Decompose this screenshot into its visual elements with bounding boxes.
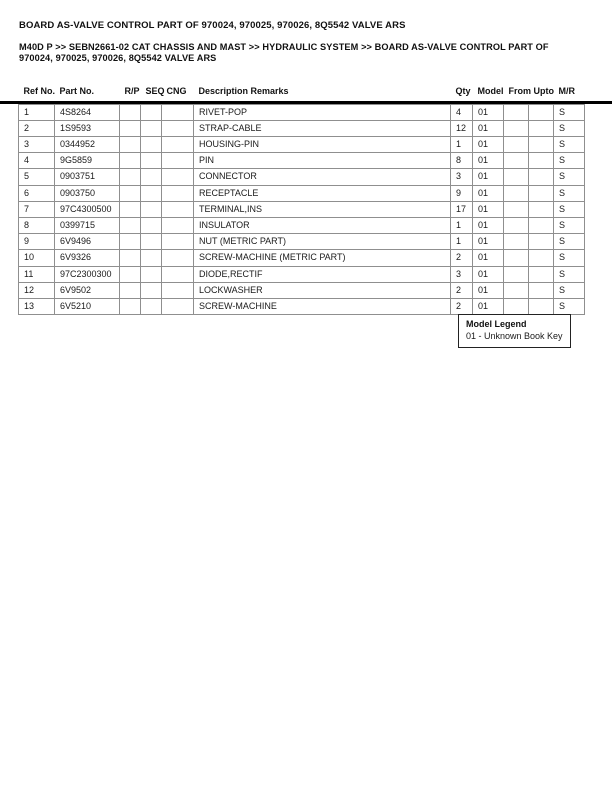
table-cell: S xyxy=(554,266,585,282)
table-cell xyxy=(141,185,162,201)
table-cell: S xyxy=(554,201,585,217)
table-cell: SCREW-MACHINE xyxy=(194,298,451,314)
table-cell: STRAP-CABLE xyxy=(194,120,451,136)
table-cell: 01 xyxy=(473,104,504,120)
table-row xyxy=(19,201,585,217)
table-cell xyxy=(504,201,529,217)
table-cell xyxy=(162,282,194,298)
table-cell: HOUSING-PIN xyxy=(194,136,451,152)
table-cell xyxy=(529,120,554,136)
table-cell: 1 xyxy=(451,217,473,233)
table-cell: DIODE,RECTIF xyxy=(194,266,451,282)
table-cell: S xyxy=(554,153,585,169)
table-cell: SCREW-MACHINE (METRIC PART) xyxy=(194,250,451,266)
table-cell: 4 xyxy=(451,104,473,120)
table-cell xyxy=(504,298,529,314)
table-cell: S xyxy=(554,169,585,185)
column-header: R/P xyxy=(124,86,140,96)
column-header: Qty xyxy=(455,86,471,96)
table-cell xyxy=(529,153,554,169)
table-cell: NUT (METRIC PART) xyxy=(194,234,451,250)
table-cell xyxy=(162,136,194,152)
table-cell xyxy=(529,185,554,201)
table-cell: S xyxy=(554,217,585,233)
table-row xyxy=(19,298,585,314)
table-cell xyxy=(529,250,554,266)
table-cell: 12 xyxy=(451,120,473,136)
table-cell: 01 xyxy=(473,250,504,266)
table-row xyxy=(19,234,585,250)
table-cell xyxy=(529,201,554,217)
table-cell xyxy=(529,217,554,233)
table-cell xyxy=(141,217,162,233)
table-cell: 3 xyxy=(19,136,55,152)
table-cell xyxy=(120,185,141,201)
table-cell: S xyxy=(554,250,585,266)
column-header: Part No. xyxy=(59,86,95,96)
table-cell xyxy=(529,298,554,314)
table-cell: 2 xyxy=(451,282,473,298)
table-cell: 6V9502 xyxy=(55,282,120,298)
table-cell xyxy=(162,153,194,169)
table-cell: 01 xyxy=(473,266,504,282)
table-cell xyxy=(141,201,162,217)
table-cell: 2 xyxy=(19,120,55,136)
table-cell: 2 xyxy=(451,250,473,266)
table-cell: 0903750 xyxy=(55,185,120,201)
table-cell xyxy=(141,104,162,120)
table-cell xyxy=(162,169,194,185)
table-cell: PIN xyxy=(194,153,451,169)
table-cell: TERMINAL,INS xyxy=(194,201,451,217)
table-cell xyxy=(120,201,141,217)
table-cell: 4S8264 xyxy=(55,104,120,120)
table-row xyxy=(19,185,585,201)
table-cell xyxy=(141,234,162,250)
table-cell xyxy=(120,298,141,314)
table-cell xyxy=(504,282,529,298)
table-cell: 5 xyxy=(19,169,55,185)
table-cell xyxy=(504,153,529,169)
table-cell: 3 xyxy=(451,169,473,185)
table-cell xyxy=(529,104,554,120)
table-cell: 4 xyxy=(19,153,55,169)
table-cell xyxy=(529,282,554,298)
table-cell xyxy=(529,234,554,250)
column-header: SEQ xyxy=(145,86,165,96)
table-cell xyxy=(141,282,162,298)
table-row xyxy=(19,266,585,282)
table-cell: 97C4300500 xyxy=(55,201,120,217)
table-cell: INSULATOR xyxy=(194,217,451,233)
header-row xyxy=(19,85,585,104)
table-row xyxy=(19,169,585,185)
table-cell xyxy=(162,217,194,233)
column-header: Upto xyxy=(533,86,554,96)
table-cell xyxy=(120,217,141,233)
table-cell: 9 xyxy=(451,185,473,201)
table-row xyxy=(19,136,585,152)
table-cell: 01 xyxy=(473,298,504,314)
table-cell xyxy=(141,169,162,185)
table-cell: 01 xyxy=(473,234,504,250)
table-cell: RECEPTACLE xyxy=(194,185,451,201)
table-cell: 01 xyxy=(473,153,504,169)
table-cell xyxy=(162,104,194,120)
table-cell: RIVET-POP xyxy=(194,104,451,120)
table-row xyxy=(19,282,585,298)
table-cell: S xyxy=(554,282,585,298)
table-cell: 6V9496 xyxy=(55,234,120,250)
table-cell xyxy=(120,169,141,185)
table-cell: 10 xyxy=(19,250,55,266)
table-cell xyxy=(120,266,141,282)
table-cell xyxy=(162,298,194,314)
table-cell: 9 xyxy=(19,234,55,250)
table-cell: 01 xyxy=(473,136,504,152)
table-cell xyxy=(529,169,554,185)
table-cell xyxy=(162,120,194,136)
table-cell: 0903751 xyxy=(55,169,120,185)
table-cell: CONNECTOR xyxy=(194,169,451,185)
table-cell: 1 xyxy=(451,234,473,250)
table-cell xyxy=(529,266,554,282)
table-cell xyxy=(141,120,162,136)
table-cell: 9G5859 xyxy=(55,153,120,169)
table-cell: 6V9326 xyxy=(55,250,120,266)
table-cell xyxy=(504,185,529,201)
parts-table xyxy=(18,85,585,315)
column-header: Description Remarks xyxy=(198,86,289,96)
table-cell xyxy=(504,169,529,185)
table-cell: 01 xyxy=(473,185,504,201)
table-cell: 01 xyxy=(473,120,504,136)
table-cell: 1S9593 xyxy=(55,120,120,136)
table-cell: S xyxy=(554,120,585,136)
breadcrumb: M40D P >> SEBN2661-02 CAT CHASSIS AND MAST >> HYDRAULIC SYSTEM >> BOARD AS-VALVE CONTROL PART OF 970024, 970025, 970026, 8Q5542 VALVE ARS xyxy=(19,42,549,63)
table-cell xyxy=(504,217,529,233)
parts-table-body xyxy=(19,104,585,315)
table-cell xyxy=(120,250,141,266)
table-cell: 8 xyxy=(451,153,473,169)
table-cell xyxy=(120,104,141,120)
table-cell: 1 xyxy=(19,104,55,120)
table-cell: 2 xyxy=(451,298,473,314)
table-cell: 11 xyxy=(19,266,55,282)
table-cell: 1 xyxy=(451,136,473,152)
table-cell xyxy=(504,120,529,136)
table-cell: 01 xyxy=(473,217,504,233)
table-cell xyxy=(162,201,194,217)
table-cell xyxy=(141,136,162,152)
parts-table-header xyxy=(19,85,585,104)
table-cell xyxy=(504,250,529,266)
model-legend-box xyxy=(458,314,571,348)
table-cell: LOCKWASHER xyxy=(194,282,451,298)
table-cell: 13 xyxy=(19,298,55,314)
table-cell xyxy=(529,136,554,152)
table-cell xyxy=(162,250,194,266)
table-cell xyxy=(141,266,162,282)
table-cell: S xyxy=(554,234,585,250)
table-cell xyxy=(141,250,162,266)
table-cell: S xyxy=(554,185,585,201)
page-title: BOARD AS-VALVE CONTROL PART OF 970024, 970025, 970026, 8Q5542 VALVE ARS xyxy=(19,20,406,31)
table-row xyxy=(19,120,585,136)
table-cell: 01 xyxy=(473,282,504,298)
table-row xyxy=(19,153,585,169)
table-cell: 7 xyxy=(19,201,55,217)
table-cell xyxy=(504,266,529,282)
table-cell xyxy=(120,120,141,136)
table-cell: 3 xyxy=(451,266,473,282)
table-cell: 12 xyxy=(19,282,55,298)
table-cell: 01 xyxy=(473,201,504,217)
table-cell: 17 xyxy=(451,201,473,217)
table-cell: 6 xyxy=(19,185,55,201)
model-legend-entry: 01 - Unknown Book Key xyxy=(466,331,563,341)
table-cell xyxy=(120,136,141,152)
table-cell: 01 xyxy=(473,169,504,185)
model-legend-title: Model Legend xyxy=(466,319,527,329)
column-header: Model xyxy=(477,86,504,96)
table-row xyxy=(19,250,585,266)
table-cell: S xyxy=(554,136,585,152)
table-cell xyxy=(504,136,529,152)
table-cell: S xyxy=(554,104,585,120)
table-cell xyxy=(120,234,141,250)
table-cell: 0344952 xyxy=(55,136,120,152)
table-cell xyxy=(120,153,141,169)
table-row xyxy=(19,104,585,120)
table-cell: 0399715 xyxy=(55,217,120,233)
table-cell xyxy=(162,185,194,201)
column-header: From xyxy=(508,86,531,96)
table-cell: 97C2300300 xyxy=(55,266,120,282)
table-cell xyxy=(141,153,162,169)
column-header: CNG xyxy=(166,86,187,96)
table-row xyxy=(19,217,585,233)
column-header: M/R xyxy=(558,86,575,96)
table-cell xyxy=(141,298,162,314)
table-cell xyxy=(504,104,529,120)
table-cell xyxy=(504,234,529,250)
table-cell xyxy=(162,234,194,250)
table-cell: S xyxy=(554,298,585,314)
column-header: Ref No. xyxy=(23,86,55,96)
table-cell: 6V5210 xyxy=(55,298,120,314)
table-cell: 8 xyxy=(19,217,55,233)
table-cell xyxy=(120,282,141,298)
table-cell xyxy=(162,266,194,282)
